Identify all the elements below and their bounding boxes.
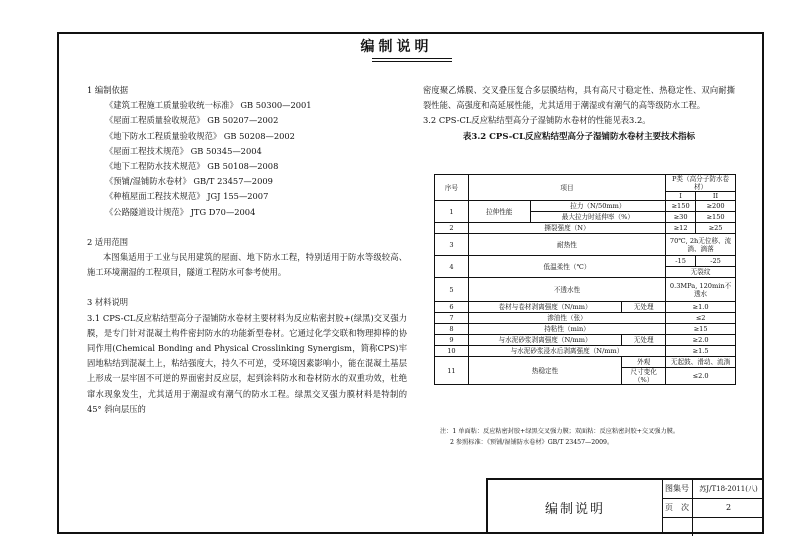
atlas-value: 苏J/T18-2011(八) bbox=[699, 485, 758, 493]
table-cell: ≥200 bbox=[696, 201, 736, 212]
section-heading-basis: 1 编制依据 bbox=[87, 85, 129, 95]
table-cell: 5 bbox=[435, 278, 469, 302]
table-cell: ≥1.0 bbox=[666, 302, 736, 313]
section-heading-material: 3 材料说明 bbox=[87, 297, 129, 308]
table-cell: 不透水性 bbox=[468, 278, 665, 302]
title-underline-2 bbox=[372, 61, 452, 62]
table-cell: ≥150 bbox=[666, 201, 696, 212]
reference-item: 《预铺/湿铺防水卷材》 GB/T 23457—2009 bbox=[105, 176, 273, 187]
blank-row bbox=[662, 518, 764, 536]
table-cell: 10 bbox=[435, 346, 469, 357]
table-cell: ≥2.0 bbox=[666, 335, 736, 346]
title-block bbox=[486, 478, 764, 534]
table-cell: -25 bbox=[696, 256, 736, 267]
table-cell: 8 bbox=[435, 324, 469, 335]
scope-paragraph: 本图集适用于工业与民用建筑的屋面、地下防水工程，特别适用于防水等级较高、施工环境潮湿的工程项目，隧道工程防水可参考使用。 bbox=[87, 252, 407, 278]
note-2: 2 参照标准：《预铺/湿铺防水卷材》GB/T 23457—2009。 bbox=[450, 439, 614, 446]
table-cell: 无裂纹 bbox=[666, 267, 736, 278]
table-cell: 无起鼓、滑动、流淌 bbox=[666, 357, 736, 368]
right-column bbox=[423, 83, 735, 145]
table-cell: 热稳定性 bbox=[468, 357, 621, 385]
table-cell: 70℃, 2h无位移、流淌、滴落 bbox=[666, 234, 736, 256]
table-cell: 无处理 bbox=[622, 302, 666, 313]
table-header-no: 序号 bbox=[435, 175, 469, 201]
title-underline bbox=[372, 58, 452, 59]
table-cell: 无处理 bbox=[622, 335, 666, 346]
table-cell: ≥150 bbox=[696, 212, 736, 223]
table-cell: 低温柔性（℃） bbox=[468, 256, 665, 278]
table-cell: 3 bbox=[435, 234, 469, 256]
table-cell: 0.3MPa, 120min不透水 bbox=[666, 278, 736, 302]
left-column bbox=[87, 83, 407, 417]
page-number-row bbox=[662, 499, 764, 518]
table-cell: ≥25 bbox=[696, 223, 736, 234]
item-3-2: 3.2 CPS-CL反应粘结型高分子湿铺防水卷材的性能见表3.2。 bbox=[423, 115, 651, 126]
table-cell: 1 bbox=[435, 201, 469, 223]
table-header-item: 项目 bbox=[468, 175, 665, 201]
properties-table bbox=[434, 174, 736, 385]
table-cell: 拉力（N/50mm） bbox=[530, 201, 665, 212]
material-paragraph: 3.1 CPS-CL反应粘结型高分子湿铺防水卷材主要材料为反应粘密封胶+(绿黑)交叉强力膜，是专门针对混凝土构件密封防水的功能新型卷材。它通过化学交联和物理抑棒的协同作用(Chemical Bonding and Physical Crosslinking Synergism，简称CPS)牢固地粘结到混凝土上，粘结强度大，持久不可逆，受环境因素影响小，能在混凝土基层上形成一层牢固不可逆的界面密封反应层，起到涂料防水和卷材防水的双重功效，杜绝窜水现象发生，尤其适用于潮湿或有潮气的防水工程。绿黑交叉强力膜材料是特制的45° 斜向层压的 bbox=[87, 312, 407, 414]
table-title: 表3.2 CPS-CL反应粘结型高分子湿铺防水卷材主要技术指标 bbox=[462, 131, 696, 142]
table-cell: ≤2 bbox=[666, 313, 736, 324]
table-cell: ≥12 bbox=[666, 223, 696, 234]
page-title: 编制说明 bbox=[360, 39, 433, 55]
table-cell: -15 bbox=[666, 256, 696, 267]
reference-item: 《公路隧道设计规范》 JTG D70—2004 bbox=[105, 206, 256, 217]
table-cell: 最大拉力时延伸率（%） bbox=[530, 212, 665, 223]
table-cell: 11 bbox=[435, 357, 469, 385]
table-cell: 与水泥砂浆浸水后剥离强度（N/mm） bbox=[468, 346, 665, 357]
table-cell: ≥30 bbox=[666, 212, 696, 223]
table-cell: 尺寸变化（%） bbox=[622, 368, 666, 385]
table-cell: ≥15 bbox=[666, 324, 736, 335]
table-cell: ≤2.0 bbox=[666, 368, 736, 385]
reference-item: 《屋面工程技术规范》 GB 50345—2004 bbox=[105, 145, 262, 156]
table-cell: 拉伸性能 bbox=[468, 201, 530, 223]
table-cell: 2 bbox=[435, 223, 469, 234]
note-1: 注：1 单面粘：反应粘密封胶+绿黑交叉强力膜；双面粘：反应粘密封胶+交叉强力膜。 bbox=[440, 428, 680, 435]
table-cell: 持粘性（min） bbox=[468, 324, 665, 335]
table-cell: 耐热性 bbox=[468, 234, 665, 256]
table-cell: 与水泥砂浆剥离强度（N/mm） bbox=[468, 335, 621, 346]
atlas-label: 图集号 bbox=[662, 480, 693, 498]
table-cell: 4 bbox=[435, 256, 469, 278]
table-cell: 7 bbox=[435, 313, 469, 324]
page-label: 页 次 bbox=[662, 499, 693, 517]
title-block-name: 编制说明 bbox=[488, 480, 663, 534]
reference-item: 《地下防水工程质量验收规范》 GB 50208—2002 bbox=[105, 130, 295, 141]
reference-item: 《地下工程防水技术规范》 GB 50108—2008 bbox=[105, 161, 279, 172]
table-cell: 外观 bbox=[622, 357, 666, 368]
reference-item: 《种植屋面工程技术规范》 JGJ 155—2007 bbox=[105, 191, 269, 202]
atlas-number-row bbox=[662, 480, 764, 499]
table-cell: 撕裂强度（N） bbox=[468, 223, 665, 234]
material-paragraph-continued: 密度聚乙烯膜、交叉叠压复合多层膜结构，具有高尺寸稳定性、热稳定性、双向耐撕裂性能、高强度和高延展性能，尤其适用于潮湿或有潮气的高等级防水工程。 bbox=[423, 85, 735, 111]
table-cell: ≥1.5 bbox=[666, 346, 736, 357]
table-header-col1: I bbox=[666, 192, 696, 201]
reference-item: 《屋面工程质量验收规范》 GB 50207—2002 bbox=[105, 115, 279, 126]
table-header-class: P类（高分子防水卷材） bbox=[666, 175, 736, 192]
table-cell: 渗油性（张） bbox=[468, 313, 665, 324]
page-value: 2 bbox=[725, 503, 732, 512]
reference-item: 《建筑工程施工质量验收统一标准》 GB 50300—2001 bbox=[105, 100, 312, 111]
table-cell: 9 bbox=[435, 335, 469, 346]
table-notes bbox=[440, 426, 740, 448]
table-cell: 6 bbox=[435, 302, 469, 313]
table-cell: 卷材与卷材剥离强度（N/mm） bbox=[468, 302, 621, 313]
table-header-col2: II bbox=[696, 192, 736, 201]
section-heading-scope: 2 适用范围 bbox=[87, 236, 129, 247]
